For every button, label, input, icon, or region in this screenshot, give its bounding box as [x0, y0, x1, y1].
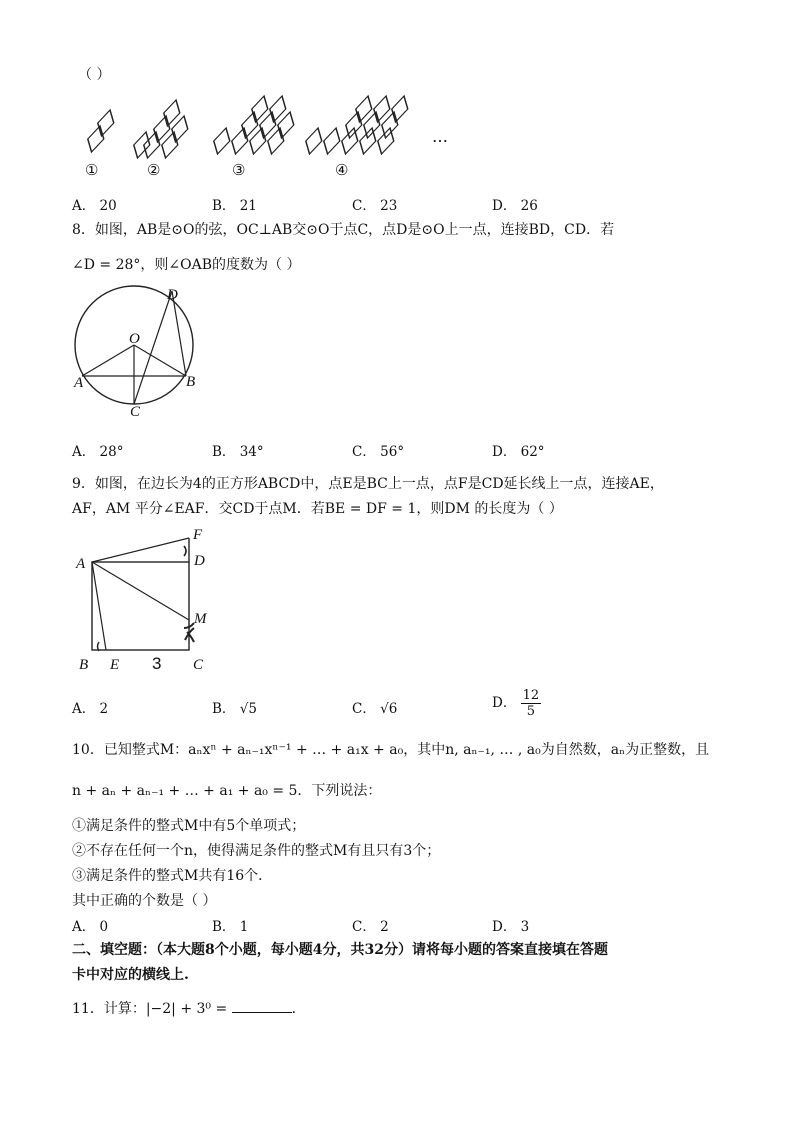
q10-option-c[interactable]: C． 2 [352, 919, 389, 935]
pattern-label-2: ② [147, 161, 161, 179]
q10-statement-1: ①满足条件的整式M中有5个单项式； [72, 818, 306, 834]
q8-label-o: O [129, 331, 140, 347]
q7-option-c[interactable]: C． 23 [352, 198, 398, 214]
q8-option-d[interactable]: D． 62° [492, 444, 545, 460]
q8-label-d: D [167, 287, 178, 303]
pattern-label-4: ④ [335, 161, 349, 179]
q8-stem-line1: 8．如图，AB是⊙O的弦，OC⊥AB交⊙O于点C，点D是⊙O上一点，连接BD，CD．若 [72, 222, 615, 238]
q7-answer-bracket: （ ） [78, 67, 111, 83]
q9-option-a[interactable]: A． 2 [72, 701, 109, 717]
q8-label-b: B [186, 374, 196, 390]
q9-label-c: C [193, 657, 204, 673]
q8-label-a: A [74, 375, 84, 391]
q9-option-c[interactable]: C． √6 [352, 701, 398, 717]
q9-handwritten-3: 3 [152, 654, 162, 673]
q10-prompt: 其中正确的个数是（ ） [72, 893, 217, 909]
q9-label-b: B [79, 657, 89, 673]
q9-stem-line2: AF，AM 平分∠EAF．交CD于点M．若BE = DF = 1，则DM 的长度为（ ） [72, 501, 563, 517]
q9-stem-line1: 9．如图，在边长为4的正方形ABCD中，点E是BC上一点，点F是CD延长线上一点，连接AE， [72, 476, 664, 492]
q9-label-a: A [76, 556, 86, 572]
q9-option-d-fraction: $\frac{12}{5}$ [522, 688, 540, 719]
q9-label-d: D [194, 553, 205, 569]
section2-heading-line2: 卡中对应的横线上. [72, 967, 189, 983]
q10-statement-2: ②不存在任何一个n，使得满足条件的整式M有且只有3个； [72, 843, 441, 859]
q10-stem-line2: n + aₙ + aₙ₋₁ + … + a₁ + a₀ = 5．下列说法： [72, 783, 382, 799]
q10-option-a[interactable]: A． 0 [72, 919, 109, 935]
q9-option-d[interactable]: D． $\frac{12}{5}$ [492, 688, 540, 719]
q8-option-a[interactable]: A． 28° [72, 444, 124, 460]
q11-answer-blank[interactable] [232, 1000, 292, 1013]
q7-option-a[interactable]: A． 20 [72, 198, 117, 214]
q7-option-d[interactable]: D． 26 [492, 198, 538, 214]
q8-circle-figure [66, 282, 216, 422]
pattern-ellipsis: … [432, 127, 448, 146]
q9-option-b[interactable]: B． √5 [212, 701, 257, 717]
q9-label-m: M [194, 611, 207, 627]
q10-stem-line1: 10．已知整式M：aₙxⁿ + aₙ₋₁xⁿ⁻¹ + … + a₁x + a₀，其中n, aₙ₋₁, … , a₀为自然数，aₙ为正整数，且 [72, 742, 710, 758]
pattern-label-3: ③ [232, 161, 246, 179]
q8-label-c: C [130, 404, 141, 420]
q10-statement-3: ③满足条件的整式M共有16个． [72, 868, 273, 884]
q8-option-b[interactable]: B． 34° [212, 444, 264, 460]
q7-option-b[interactable]: B． 21 [212, 198, 257, 214]
section2-heading-line1: 二、填空题：（本大题8个小题，每小题4分，共32分）请将每小题的答案直接填在答题 [72, 942, 608, 958]
pattern-label-1: ① [85, 161, 99, 179]
q11-stem: 11．计算：|−2| + 3⁰ = ． [72, 1001, 306, 1017]
q10-option-b[interactable]: B． 1 [212, 919, 249, 935]
q7-rhombus-patterns [70, 92, 470, 184]
q8-option-c[interactable]: C． 56° [352, 444, 405, 460]
q9-square-figure [86, 532, 206, 662]
q8-stem-line2: ∠D = 28°，则∠OAB的度数为（ ） [72, 257, 301, 273]
q9-label-f: F [193, 527, 203, 543]
q9-label-e: E [110, 657, 120, 673]
q10-option-d[interactable]: D． 3 [492, 919, 530, 935]
